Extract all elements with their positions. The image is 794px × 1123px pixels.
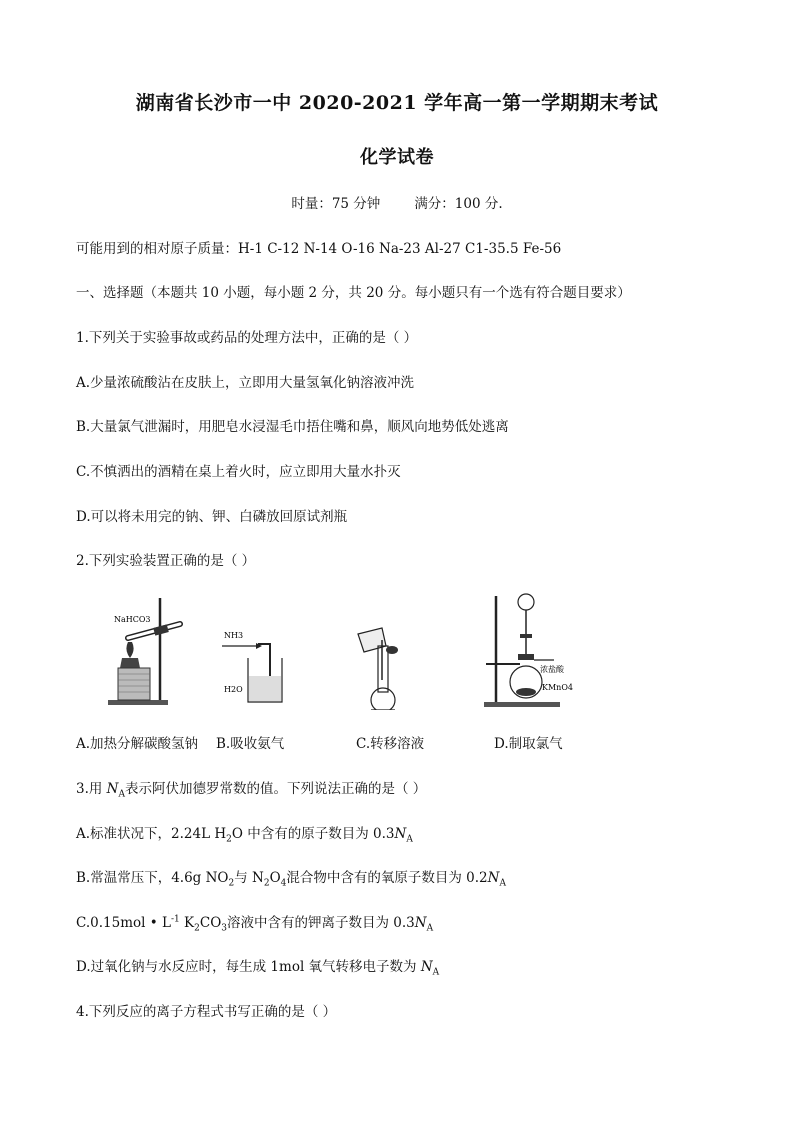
apparatus-b-absorb xyxy=(218,588,290,710)
label-nahco3: NaHCO3 xyxy=(114,615,151,624)
stopper xyxy=(386,646,398,654)
stopcock xyxy=(520,634,532,638)
stand-base xyxy=(484,702,560,707)
alcohol-lamp xyxy=(120,658,140,668)
time-label: 时量：75 分钟 xyxy=(291,196,381,212)
lamp-base xyxy=(118,668,150,700)
flame xyxy=(126,642,133,658)
exam-meta xyxy=(0,192,794,212)
atomic-masses: 可能用到的相对原子质量：H-1 C-12 N-14 O-16 Na-23 Al-27 C1-35.5 Fe-56 xyxy=(76,241,562,257)
q3-stem: 3.用 $N_A$表示阿伏加德罗常数的值。下列说法正确的是（ ） xyxy=(76,781,427,800)
q2-caption-c: C.转移溶液 xyxy=(356,736,425,752)
q3-option-c: C.0.15mol • $L^{-1}$ $K_2CO_3$溶液中含有的钾离子数目为 $0.3N_A$ xyxy=(76,914,434,934)
apparatus-c-transfer xyxy=(348,588,412,710)
apparatus-d-chlorine xyxy=(480,588,580,710)
label-kmno4: KMnO4 xyxy=(542,683,573,692)
flask-stopper xyxy=(518,654,534,660)
flask-neck xyxy=(378,646,388,692)
q2-caption-b: B.吸收氨气 xyxy=(216,736,285,752)
exam-title: 湖南省长沙市一中 2020-2021 学年高一第一学期期末考试 xyxy=(135,92,659,114)
label-hcl: 浓盐酸 xyxy=(540,665,564,674)
section-heading: 一、选择题（本题共 10 小题，每小题 2 分，共 20 分。每小题只有一个选有符合题目要求） xyxy=(76,285,631,301)
apparatus-a-heating xyxy=(104,588,192,710)
clamp xyxy=(153,624,169,635)
q3-option-b: B.常温常压下，4.6g $NO_2$与 $N_2O_4$混合物中含有的氧原子数目为 $0.2N_A$ xyxy=(76,870,506,889)
label-h2o: H2O xyxy=(224,685,243,694)
q2-caption-d: D.制取氯气 xyxy=(494,736,563,752)
q2-stem: 2.下列实验装置正确的是（ ） xyxy=(76,553,256,569)
exam-subtitle: 化学试卷 xyxy=(360,147,434,168)
q1-stem: 1.下列关于实验事故或药品的处理方法中，正确的是（ ） xyxy=(76,330,418,346)
q3-option-a: A.标准状况下，2.24L $H_2O$ 中含有的原子数目为 $0.3N_A$ xyxy=(76,826,413,845)
score-label: 满分：100 分. xyxy=(414,196,503,212)
q2-caption-a: A.加热分解碳酸氢钠 xyxy=(76,736,199,752)
label-nh3: NH3 xyxy=(224,631,244,640)
kmno4-solid xyxy=(516,688,536,696)
q1-option-b: B.大量氯气泄漏时，用肥皂水浸湿毛巾捂住嘴和鼻，顺风向地势低处逃离 xyxy=(76,419,509,435)
q4-stem: 4.下列反应的离子方程式书写正确的是（ ） xyxy=(76,1004,337,1020)
q1-option-d: D.可以将未用完的钠、钾、白磷放回原试剂瓶 xyxy=(76,509,348,525)
q1-option-a: A.少量浓硫酸沾在皮肤上，立即用大量氢氧化钠溶液冲洗 xyxy=(76,375,415,391)
q3-option-d: D.过氧化钠与水反应时，每生成 1mol 氧气转移电子数为 $N_A$ xyxy=(76,959,440,978)
separatory-funnel xyxy=(518,594,534,610)
q1-option-c: C.不慎洒出的酒精在桌上着火时，应立即用大量水扑灭 xyxy=(76,464,401,480)
stand-base xyxy=(108,700,168,705)
volumetric-flask xyxy=(371,688,395,710)
water xyxy=(249,676,281,701)
